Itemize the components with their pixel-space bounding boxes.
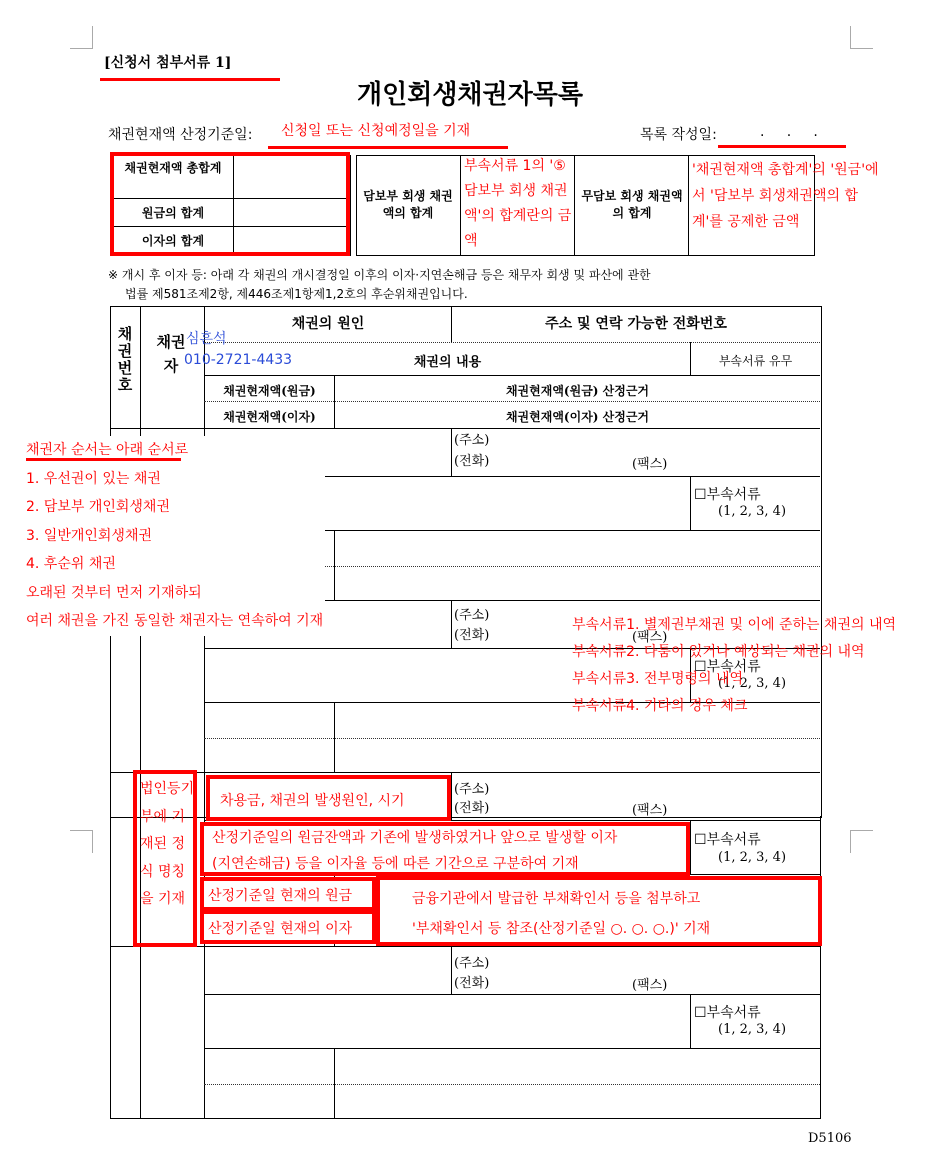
attachment-checkbox[interactable]: ☐부속서류 <box>694 659 761 675</box>
address-header: 주소 및 연락 가능한 전화번호 <box>545 316 727 332</box>
attachment-checkbox[interactable]: ☐부속서류 <box>694 487 761 503</box>
attachment-types-note: 부속서류1. 별제권부채권 및 이에 준하는 채권의 내역 부속서류2. 다툼이 있거나 예상되는 채권의 내역 부속서류3. 전부명령의 내역 부속서류4. 기타의 경우 체크 <box>572 617 897 714</box>
principal-note: 산정기준일 현재의 원금 <box>208 888 353 904</box>
attachment-checkbox[interactable]: ☐부속서류 <box>694 832 761 848</box>
base-date-note: 신청일 또는 신청예정일을 기재 <box>281 123 471 139</box>
unsecured-total-label: 무담보 회생 채권액의 합계 <box>581 189 683 220</box>
created-date-label: 목록 작성일: <box>640 127 717 143</box>
content-note: 산정기준일의 원금잔액과 기존에 발생하였거나 앞으로 발생할 이자 (지연손해금) 등을 이자율 등에 따른 기간으로 구분하여 기재 <box>212 830 618 872</box>
summary-interest-label: 이자의 합계 <box>141 234 205 248</box>
interest-header: 채권현재액(이자) <box>223 410 316 424</box>
address-label: (주소) <box>454 956 490 971</box>
interest-note: 산정기준일 현재의 이자 <box>208 921 353 937</box>
phone-label: (전화) <box>454 628 490 643</box>
creditor-order-note: 채권자 순서는 아래 순서로 1. 우선권이 있는 채권 2. 담보부 개인회생채권 3. 일반개인회생채권 4. 후순위 채권 오래된 것부터 먼저 기재하되 여러 채권을 가진 동일한 채권자는 연속하여 기재 <box>26 436 325 636</box>
summary-principal-label: 원금의 합계 <box>141 206 205 220</box>
column-number-header: 채권번호 <box>117 325 133 394</box>
page-title: 개인회생채권자목록 <box>356 80 584 110</box>
attachment-checkbox[interactable]: ☐부속서류 <box>694 1005 761 1021</box>
attachment-tag: [신청서 첨부서류 1] <box>104 55 232 71</box>
corner-mark-bl <box>70 830 93 853</box>
cause-header: 채권의 원인 <box>291 316 365 332</box>
sample-creditor-phone: 010-2721-4433 <box>184 352 293 368</box>
corner-mark-br <box>850 830 873 853</box>
fax-label: (팩스) <box>632 978 668 993</box>
attachment-options: (1, 2, 3, 4) <box>718 850 787 865</box>
sample-creditor-name: 심흔석 <box>186 331 227 347</box>
fax-label: (팩스) <box>632 630 668 645</box>
form-code: D5106 <box>808 1131 852 1146</box>
notice-line-2: 법률 제581조제2항, 제446조제1항제1,2호의 후순위채권입니다. <box>125 287 468 301</box>
corner-mark-tl <box>70 26 93 49</box>
summary-total-label: 채권현재액 총합계 <box>124 161 222 175</box>
unsecured-total-note: '채권현재액 총합계'의 '원금'에서 '담보부 회생채권액의 합계'를 공제한 금액 <box>692 162 879 230</box>
column-creditor-header: 채권자 <box>156 333 186 375</box>
attachment-options: (1, 2, 3, 4) <box>718 676 787 691</box>
attachment-options: (1, 2, 3, 4) <box>718 1022 787 1037</box>
corp-name-note: 법인등기 부에 기 재된 정 식 명칭 을 기재 <box>140 781 195 907</box>
bank-note: 금융기관에서 발급한 부채확인서 등을 첨부하고 '부채확인서 등 참조(산정기준일 ○. ○. ○.)' 기재 <box>412 891 711 937</box>
address-label: (주소) <box>454 608 490 623</box>
interest-basis-header: 채권현재액(이자) 산정근거 <box>505 410 650 424</box>
secured-total-label: 담보부 회생 채권액의 합계 <box>363 189 453 220</box>
address-label: (주소) <box>454 433 490 448</box>
secured-total-note: 부속서류 1의 '⑤담보부 회생 채권액'의 합계란의 금액 <box>464 158 572 249</box>
fax-label: (팩스) <box>632 803 668 818</box>
notice-line-1: ※ 개시 후 이자 등: 아래 각 채권의 개시결정일 이후의 이자·지연손해금 등은 채무자 회생 및 파산에 관한 <box>108 268 651 282</box>
content-header: 채권의 내용 <box>413 355 482 370</box>
attachment-options: (1, 2, 3, 4) <box>718 504 787 519</box>
phone-label: (전화) <box>454 976 490 991</box>
base-date-label: 채권현재액 산정기준일: <box>108 127 253 143</box>
created-date-value: . . . <box>760 124 818 140</box>
phone-label: (전화) <box>454 801 490 816</box>
corner-mark-tr <box>850 26 873 49</box>
cause-note: 차용금, 채권의 발생원인, 시기 <box>220 793 405 809</box>
address-label: (주소) <box>454 782 490 797</box>
fax-label: (팩스) <box>632 457 668 472</box>
phone-label: (전화) <box>454 454 490 469</box>
attachment-header: 부속서류 유무 <box>718 354 793 368</box>
principal-basis-header: 채권현재액(원금) 산정근거 <box>505 384 650 398</box>
principal-header: 채권현재액(원금) <box>223 384 316 398</box>
